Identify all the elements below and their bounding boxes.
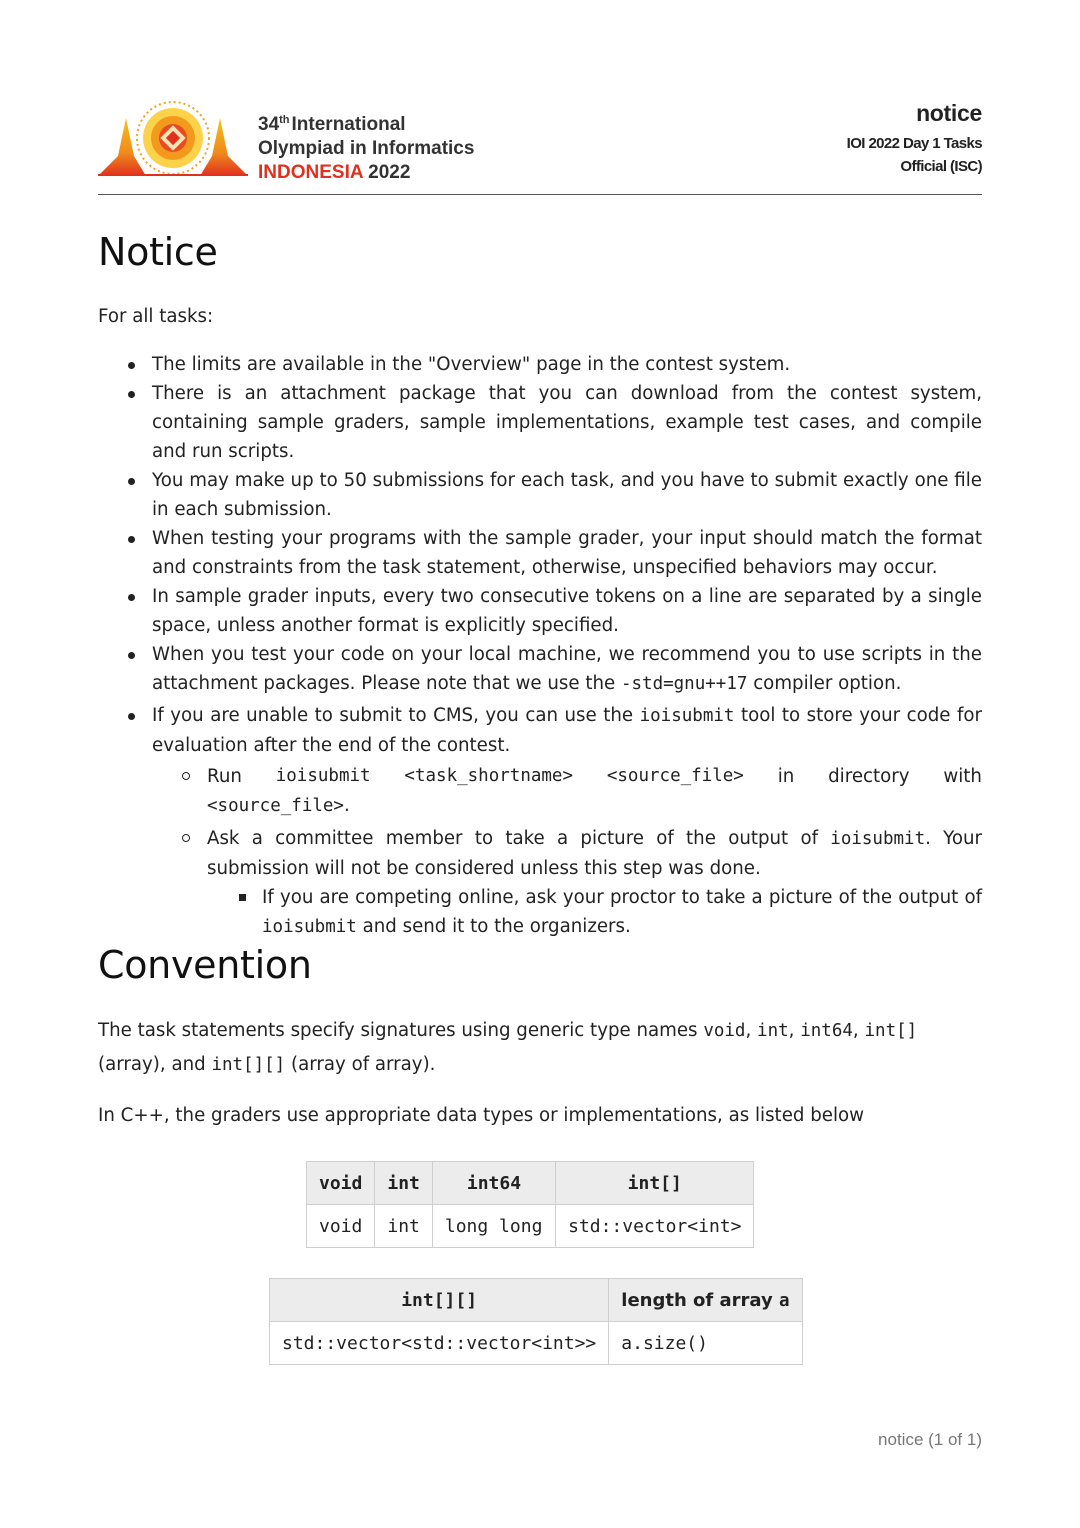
table-header: int64	[432, 1162, 555, 1205]
logo-wordmark: 34th International Olympiad in Informatics INDONESIA 2022	[258, 114, 475, 183]
convention-heading: Convention	[98, 943, 312, 987]
table-cell: std::vector<std::vector<int>>	[270, 1322, 609, 1365]
notice-list	[98, 350, 982, 945]
official-status: Official (ISC)	[900, 158, 982, 175]
sub-list-item: Ask a committee member to take a picture of the output of ioisubmit. Your submission will not be considered unless this step was done. If you are competing online, ask your proctor to take a picture of the output of ioisubmit and send it to the organizers.	[152, 824, 982, 942]
convention-paragraph: The task statements specify signatures using generic type names void, int, int64, int[] (array), and int[][] (array of array).	[98, 1020, 918, 1075]
list-item: There is an attachment package that you can download from the contest system, containing sample graders, sample implementations, example test cases, and compile and run scripts.	[98, 379, 982, 466]
table-cell: a.size()	[609, 1322, 802, 1365]
table-header: int[][]	[270, 1279, 609, 1322]
list-item: The limits are available in the "Overview" page in the contest system.	[98, 350, 982, 379]
table-header: void	[307, 1162, 375, 1205]
task-meta	[847, 100, 982, 175]
array-type-table	[269, 1278, 803, 1365]
table-cell: std::vector<int>	[556, 1205, 754, 1248]
list-item: In sample grader inputs, every two consecutive tokens on a line are separated by a single space, unless another format is explicitly specified.	[98, 582, 982, 640]
sub-sub-list-item: If you are competing online, ask your proctor to take a picture of the output of ioisubmit and send it to the organizers.	[207, 883, 982, 942]
table-header: int[]	[556, 1162, 754, 1205]
list-item: When you test your code on your local machine, we recommend you to use scripts in the attachment packages. Please note that we use the -std=gnu++17 compiler option.	[98, 640, 982, 699]
notice-intro: For all tasks:	[98, 306, 214, 327]
page-header	[98, 96, 982, 195]
task-name: notice	[916, 100, 982, 126]
contest-name: IOI 2022 Day 1 Tasks	[846, 135, 982, 152]
sub-list-item: Run ioisubmit <task_shortname> <source_file> in directory with <source_file>.	[152, 762, 982, 821]
sub-sub-list	[207, 883, 982, 942]
list-item: You may make up to 50 submissions for each task, and you have to submit exactly one file in each submission.	[98, 466, 982, 524]
list-item: When testing your programs with the sample grader, your input should match the format and constraints from the task statement, otherwise, unspecified behaviors may occur.	[98, 524, 982, 582]
list-item: If you are unable to submit to CMS, you can use the ioisubmit tool to store your code for evaluation after the end of the contest. Run ioisubmit <task_shortname> <source_file> in directory with <source_file>. Ask a committee member to take a picture of the output of ioisubmit. Your submission will not be considered unless this step was done. If you are competing online, ask your proctor to take a picture of the output of ioisubmit and send it to the organizers.	[98, 701, 982, 942]
table-cell: long long	[432, 1205, 555, 1248]
table-header: int	[375, 1162, 433, 1205]
ioi-2022-logo	[98, 98, 248, 178]
notice-heading: Notice	[98, 230, 218, 274]
table-header: length of array a	[609, 1279, 802, 1322]
sub-list	[152, 762, 982, 942]
table-cell: int	[375, 1205, 433, 1248]
page-footer: notice (1 of 1)	[878, 1430, 982, 1449]
table-cell: void	[307, 1205, 375, 1248]
convention-paragraph-2: In C++, the graders use appropriate data types or implementations, as listed below	[98, 1105, 864, 1126]
type-table	[306, 1161, 754, 1248]
